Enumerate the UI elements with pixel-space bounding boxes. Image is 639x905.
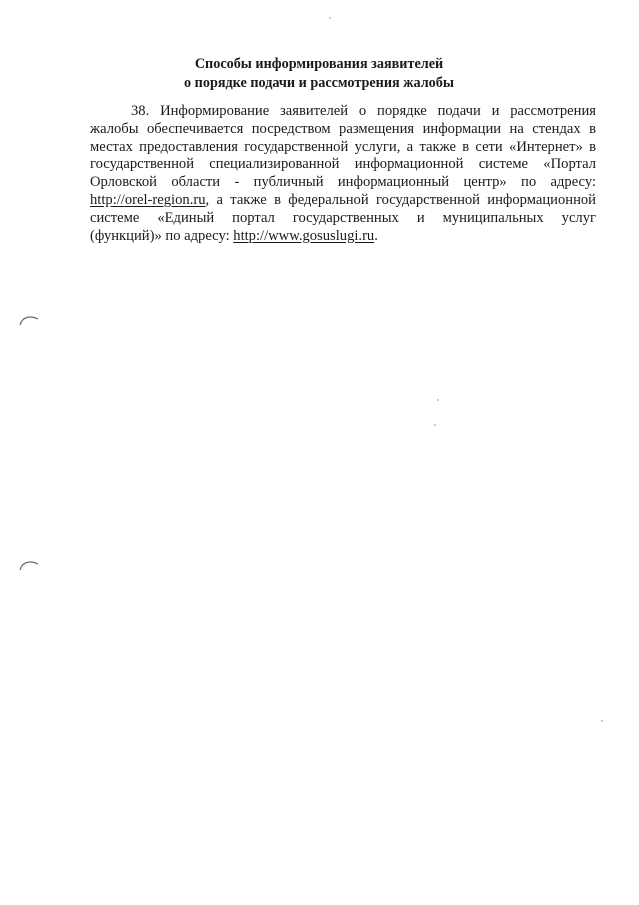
paragraph-line-with-link: [90, 192, 596, 210]
scan-speck: [434, 424, 436, 426]
scan-speck: [329, 17, 331, 19]
paragraph-line: государственной специализированной информационной системе «Портал: [90, 156, 596, 173]
paragraph-text: , а также в федеральной государственной информационной: [205, 191, 596, 208]
hole-punch-mark-icon: [18, 313, 40, 327]
document-heading: [88, 55, 550, 93]
paragraph-38: [90, 103, 596, 245]
paragraph-line: Орловской области - публичный информационный центр» по адресу:: [90, 174, 596, 191]
paragraph-line-with-link: [90, 228, 596, 246]
orel-region-link[interactable]: http://orel-region.ru: [90, 191, 206, 208]
scan-speck: [601, 720, 603, 722]
scan-speck: [437, 399, 439, 401]
heading-line-1: Способы информирования заявителей: [194, 56, 444, 72]
paragraph-text: (функций)» по адресу:: [90, 227, 234, 244]
gosuslugi-link[interactable]: http://www.gosuslugi.ru: [233, 227, 375, 244]
paragraph-line: местах предоставления государственной услуги, а также в сети «Интернет» в: [90, 138, 596, 155]
heading-line-2: о порядке подачи и рассмотрения жалобы: [184, 75, 454, 91]
hole-punch-mark-icon: [18, 558, 40, 572]
paragraph-line: 38. Информирование заявителей о порядке подачи и рассмотрения: [131, 103, 596, 119]
paragraph-text: .: [374, 227, 378, 244]
paragraph-line: системе «Единый портал государственных и муниципальных услуг: [90, 209, 596, 226]
paragraph-line: жалобы обеспечивается посредством размещения информации на стендах в: [90, 120, 596, 137]
